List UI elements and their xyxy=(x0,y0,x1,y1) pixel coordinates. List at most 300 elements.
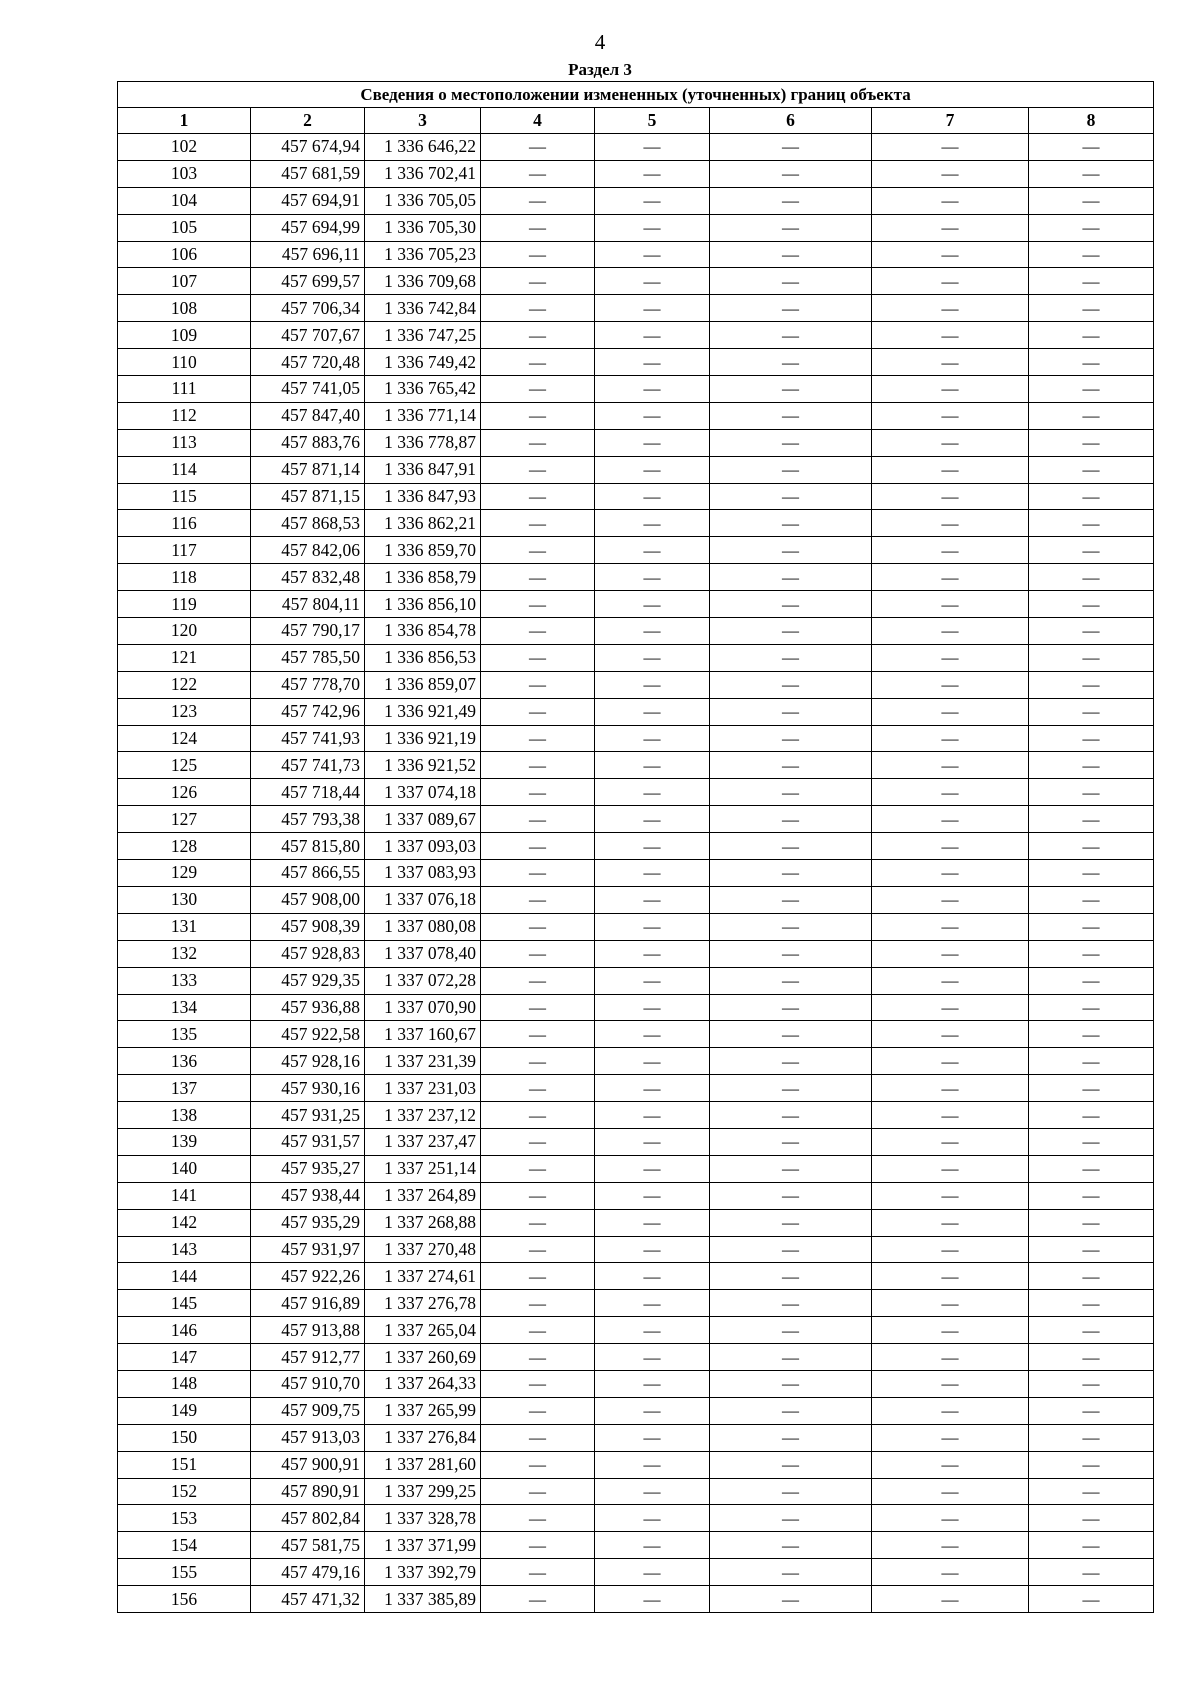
empty-value-cell: — xyxy=(1029,187,1154,214)
empty-value-cell: — xyxy=(872,1182,1029,1209)
empty-value-cell: — xyxy=(595,913,710,940)
empty-value-cell: — xyxy=(1029,806,1154,833)
point-number-cell: 147 xyxy=(118,1344,251,1371)
point-number-cell: 126 xyxy=(118,779,251,806)
y-coordinate-cell: 1 336 856,53 xyxy=(365,644,481,671)
x-coordinate-cell: 457 916,89 xyxy=(251,1290,365,1317)
empty-value-cell: — xyxy=(872,1586,1029,1613)
table-row xyxy=(118,483,1154,510)
y-coordinate-cell: 1 337 231,39 xyxy=(365,1048,481,1075)
empty-value-cell: — xyxy=(872,1102,1029,1129)
empty-value-cell: — xyxy=(1029,671,1154,698)
x-coordinate-cell: 457 785,50 xyxy=(251,644,365,671)
point-number-cell: 105 xyxy=(118,214,251,241)
empty-value-cell: — xyxy=(872,1370,1029,1397)
empty-value-cell: — xyxy=(872,698,1029,725)
empty-value-cell: — xyxy=(710,1236,872,1263)
empty-value-cell: — xyxy=(595,1209,710,1236)
x-coordinate-cell: 457 900,91 xyxy=(251,1451,365,1478)
empty-value-cell: — xyxy=(1029,644,1154,671)
empty-value-cell: — xyxy=(595,1478,710,1505)
table-row xyxy=(118,187,1154,214)
point-number-cell: 133 xyxy=(118,967,251,994)
point-number-cell: 124 xyxy=(118,725,251,752)
point-number-cell: 148 xyxy=(118,1370,251,1397)
empty-value-cell: — xyxy=(595,1532,710,1559)
empty-value-cell: — xyxy=(481,752,595,779)
y-coordinate-cell: 1 337 260,69 xyxy=(365,1344,481,1371)
column-header: 4 xyxy=(481,108,595,134)
empty-value-cell: — xyxy=(1029,940,1154,967)
y-coordinate-cell: 1 337 089,67 xyxy=(365,806,481,833)
empty-value-cell: — xyxy=(710,591,872,618)
empty-value-cell: — xyxy=(481,1344,595,1371)
empty-value-cell: — xyxy=(710,187,872,214)
point-number-cell: 146 xyxy=(118,1317,251,1344)
empty-value-cell: — xyxy=(710,214,872,241)
point-number-cell: 119 xyxy=(118,591,251,618)
point-number-cell: 107 xyxy=(118,268,251,295)
x-coordinate-cell: 457 742,96 xyxy=(251,698,365,725)
empty-value-cell: — xyxy=(710,1128,872,1155)
empty-value-cell: — xyxy=(481,860,595,887)
empty-value-cell: — xyxy=(481,187,595,214)
empty-value-cell: — xyxy=(710,160,872,187)
empty-value-cell: — xyxy=(872,940,1029,967)
y-coordinate-cell: 1 336 859,70 xyxy=(365,537,481,564)
y-coordinate-cell: 1 337 237,47 xyxy=(365,1128,481,1155)
empty-value-cell: — xyxy=(1029,779,1154,806)
empty-value-cell: — xyxy=(595,860,710,887)
empty-value-cell: — xyxy=(595,1290,710,1317)
empty-value-cell: — xyxy=(481,160,595,187)
point-number-cell: 135 xyxy=(118,1021,251,1048)
y-coordinate-cell: 1 336 705,05 xyxy=(365,187,481,214)
empty-value-cell: — xyxy=(872,429,1029,456)
empty-value-cell: — xyxy=(1029,429,1154,456)
point-number-cell: 117 xyxy=(118,537,251,564)
empty-value-cell: — xyxy=(1029,1102,1154,1129)
point-number-cell: 106 xyxy=(118,241,251,268)
empty-value-cell: — xyxy=(710,1532,872,1559)
empty-value-cell: — xyxy=(481,940,595,967)
empty-value-cell: — xyxy=(872,1505,1029,1532)
empty-value-cell: — xyxy=(1029,160,1154,187)
point-number-cell: 116 xyxy=(118,510,251,537)
empty-value-cell: — xyxy=(1029,1182,1154,1209)
empty-value-cell: — xyxy=(595,1586,710,1613)
table-row xyxy=(118,134,1154,161)
point-number-cell: 103 xyxy=(118,160,251,187)
point-number-cell: 153 xyxy=(118,1505,251,1532)
empty-value-cell: — xyxy=(595,644,710,671)
empty-value-cell: — xyxy=(872,725,1029,752)
point-number-cell: 141 xyxy=(118,1182,251,1209)
y-coordinate-cell: 1 336 747,25 xyxy=(365,322,481,349)
empty-value-cell: — xyxy=(710,860,872,887)
y-coordinate-cell: 1 337 268,88 xyxy=(365,1209,481,1236)
x-coordinate-cell: 457 883,76 xyxy=(251,429,365,456)
empty-value-cell: — xyxy=(710,1505,872,1532)
empty-value-cell: — xyxy=(710,510,872,537)
empty-value-cell: — xyxy=(1029,1532,1154,1559)
x-coordinate-cell: 457 694,91 xyxy=(251,187,365,214)
empty-value-cell: — xyxy=(710,1424,872,1451)
point-number-cell: 154 xyxy=(118,1532,251,1559)
empty-value-cell: — xyxy=(710,671,872,698)
table-row xyxy=(118,1155,1154,1182)
column-header: 3 xyxy=(365,108,481,134)
empty-value-cell: — xyxy=(872,752,1029,779)
point-number-cell: 137 xyxy=(118,1075,251,1102)
empty-value-cell: — xyxy=(595,510,710,537)
empty-value-cell: — xyxy=(595,349,710,376)
empty-value-cell: — xyxy=(710,1155,872,1182)
table-row xyxy=(118,349,1154,376)
empty-value-cell: — xyxy=(481,1182,595,1209)
empty-value-cell: — xyxy=(710,268,872,295)
point-number-cell: 129 xyxy=(118,860,251,887)
x-coordinate-cell: 457 938,44 xyxy=(251,1182,365,1209)
x-coordinate-cell: 457 674,94 xyxy=(251,134,365,161)
x-coordinate-cell: 457 699,57 xyxy=(251,268,365,295)
empty-value-cell: — xyxy=(595,698,710,725)
table-row xyxy=(118,1478,1154,1505)
table-row xyxy=(118,1424,1154,1451)
x-coordinate-cell: 457 913,88 xyxy=(251,1317,365,1344)
empty-value-cell: — xyxy=(481,1075,595,1102)
empty-value-cell: — xyxy=(595,1317,710,1344)
empty-value-cell: — xyxy=(872,376,1029,403)
table-row xyxy=(118,1559,1154,1586)
table-row xyxy=(118,510,1154,537)
y-coordinate-cell: 1 336 646,22 xyxy=(365,134,481,161)
empty-value-cell: — xyxy=(595,187,710,214)
point-number-cell: 134 xyxy=(118,994,251,1021)
empty-value-cell: — xyxy=(710,994,872,1021)
empty-value-cell: — xyxy=(872,671,1029,698)
table-body xyxy=(118,134,1154,1613)
y-coordinate-cell: 1 337 299,25 xyxy=(365,1478,481,1505)
point-number-cell: 155 xyxy=(118,1559,251,1586)
empty-value-cell: — xyxy=(595,1397,710,1424)
x-coordinate-cell: 457 471,32 xyxy=(251,1586,365,1613)
empty-value-cell: — xyxy=(872,1532,1029,1559)
empty-value-cell: — xyxy=(872,1263,1029,1290)
table-row xyxy=(118,1397,1154,1424)
empty-value-cell: — xyxy=(872,187,1029,214)
empty-value-cell: — xyxy=(710,295,872,322)
boundary-coordinates-table xyxy=(117,81,1154,1613)
point-number-cell: 142 xyxy=(118,1209,251,1236)
y-coordinate-cell: 1 336 858,79 xyxy=(365,564,481,591)
table-row xyxy=(118,1209,1154,1236)
empty-value-cell: — xyxy=(710,967,872,994)
empty-value-cell: — xyxy=(710,833,872,860)
empty-value-cell: — xyxy=(1029,456,1154,483)
empty-value-cell: — xyxy=(1029,295,1154,322)
y-coordinate-cell: 1 336 847,93 xyxy=(365,483,481,510)
empty-value-cell: — xyxy=(872,1155,1029,1182)
point-number-cell: 118 xyxy=(118,564,251,591)
point-number-cell: 149 xyxy=(118,1397,251,1424)
x-coordinate-cell: 457 931,97 xyxy=(251,1236,365,1263)
empty-value-cell: — xyxy=(595,295,710,322)
empty-value-cell: — xyxy=(481,886,595,913)
table-row xyxy=(118,1344,1154,1371)
table-row xyxy=(118,1451,1154,1478)
x-coordinate-cell: 457 790,17 xyxy=(251,618,365,645)
empty-value-cell: — xyxy=(481,295,595,322)
empty-value-cell: — xyxy=(710,1102,872,1129)
y-coordinate-cell: 1 337 160,67 xyxy=(365,1021,481,1048)
empty-value-cell: — xyxy=(595,537,710,564)
empty-value-cell: — xyxy=(595,402,710,429)
empty-value-cell: — xyxy=(1029,1505,1154,1532)
empty-value-cell: — xyxy=(481,322,595,349)
empty-value-cell: — xyxy=(481,618,595,645)
empty-value-cell: — xyxy=(595,752,710,779)
x-coordinate-cell: 457 832,48 xyxy=(251,564,365,591)
y-coordinate-cell: 1 337 078,40 xyxy=(365,940,481,967)
empty-value-cell: — xyxy=(595,994,710,1021)
y-coordinate-cell: 1 336 921,49 xyxy=(365,698,481,725)
y-coordinate-cell: 1 336 705,23 xyxy=(365,241,481,268)
empty-value-cell: — xyxy=(872,349,1029,376)
empty-value-cell: — xyxy=(595,268,710,295)
table-row xyxy=(118,644,1154,671)
empty-value-cell: — xyxy=(481,1102,595,1129)
x-coordinate-cell: 457 720,48 xyxy=(251,349,365,376)
x-coordinate-cell: 457 928,83 xyxy=(251,940,365,967)
empty-value-cell: — xyxy=(481,913,595,940)
point-number-cell: 150 xyxy=(118,1424,251,1451)
empty-value-cell: — xyxy=(872,160,1029,187)
empty-value-cell: — xyxy=(481,1586,595,1613)
y-coordinate-cell: 1 337 274,61 xyxy=(365,1263,481,1290)
empty-value-cell: — xyxy=(710,1478,872,1505)
x-coordinate-cell: 457 912,77 xyxy=(251,1344,365,1371)
empty-value-cell: — xyxy=(595,1559,710,1586)
table-row xyxy=(118,1263,1154,1290)
empty-value-cell: — xyxy=(595,214,710,241)
x-coordinate-cell: 457 696,11 xyxy=(251,241,365,268)
empty-value-cell: — xyxy=(595,779,710,806)
table-row xyxy=(118,1532,1154,1559)
table-row xyxy=(118,1021,1154,1048)
empty-value-cell: — xyxy=(481,1021,595,1048)
empty-value-cell: — xyxy=(481,1048,595,1075)
empty-value-cell: — xyxy=(595,618,710,645)
empty-value-cell: — xyxy=(1029,1424,1154,1451)
x-coordinate-cell: 457 871,14 xyxy=(251,456,365,483)
table-row xyxy=(118,1317,1154,1344)
empty-value-cell: — xyxy=(710,537,872,564)
x-coordinate-cell: 457 913,03 xyxy=(251,1424,365,1451)
empty-value-cell: — xyxy=(872,913,1029,940)
point-number-cell: 127 xyxy=(118,806,251,833)
point-number-cell: 121 xyxy=(118,644,251,671)
x-coordinate-cell: 457 908,39 xyxy=(251,913,365,940)
table-row xyxy=(118,618,1154,645)
empty-value-cell: — xyxy=(1029,1263,1154,1290)
table-row xyxy=(118,322,1154,349)
empty-value-cell: — xyxy=(481,134,595,161)
empty-value-cell: — xyxy=(710,564,872,591)
empty-value-cell: — xyxy=(595,241,710,268)
y-coordinate-cell: 1 337 385,89 xyxy=(365,1586,481,1613)
empty-value-cell: — xyxy=(595,1102,710,1129)
empty-value-cell: — xyxy=(872,1048,1029,1075)
empty-value-cell: — xyxy=(595,1344,710,1371)
empty-value-cell: — xyxy=(710,456,872,483)
empty-value-cell: — xyxy=(710,322,872,349)
empty-value-cell: — xyxy=(481,537,595,564)
empty-value-cell: — xyxy=(481,429,595,456)
empty-value-cell: — xyxy=(710,1344,872,1371)
empty-value-cell: — xyxy=(872,268,1029,295)
empty-value-cell: — xyxy=(595,1048,710,1075)
empty-value-cell: — xyxy=(1029,1559,1154,1586)
table-row xyxy=(118,967,1154,994)
empty-value-cell: — xyxy=(872,1559,1029,1586)
empty-value-cell: — xyxy=(595,376,710,403)
table-row xyxy=(118,940,1154,967)
y-coordinate-cell: 1 336 765,42 xyxy=(365,376,481,403)
table-row xyxy=(118,833,1154,860)
empty-value-cell: — xyxy=(872,618,1029,645)
x-coordinate-cell: 457 479,16 xyxy=(251,1559,365,1586)
empty-value-cell: — xyxy=(1029,1128,1154,1155)
point-number-cell: 144 xyxy=(118,1263,251,1290)
y-coordinate-cell: 1 337 392,79 xyxy=(365,1559,481,1586)
empty-value-cell: — xyxy=(481,1317,595,1344)
column-header: 7 xyxy=(872,108,1029,134)
table-row xyxy=(118,214,1154,241)
empty-value-cell: — xyxy=(595,1424,710,1451)
empty-value-cell: — xyxy=(872,537,1029,564)
x-coordinate-cell: 457 908,00 xyxy=(251,886,365,913)
table-row xyxy=(118,886,1154,913)
empty-value-cell: — xyxy=(1029,214,1154,241)
empty-value-cell: — xyxy=(1029,241,1154,268)
empty-value-cell: — xyxy=(872,779,1029,806)
empty-value-cell: — xyxy=(595,1155,710,1182)
column-header: 1 xyxy=(118,108,251,134)
table-row xyxy=(118,429,1154,456)
empty-value-cell: — xyxy=(872,322,1029,349)
empty-value-cell: — xyxy=(872,1290,1029,1317)
empty-value-cell: — xyxy=(710,1048,872,1075)
table-row xyxy=(118,860,1154,887)
empty-value-cell: — xyxy=(481,1155,595,1182)
empty-value-cell: — xyxy=(1029,1236,1154,1263)
x-coordinate-cell: 457 847,40 xyxy=(251,402,365,429)
point-number-cell: 113 xyxy=(118,429,251,456)
empty-value-cell: — xyxy=(872,1344,1029,1371)
x-coordinate-cell: 457 842,06 xyxy=(251,537,365,564)
x-coordinate-cell: 457 741,05 xyxy=(251,376,365,403)
empty-value-cell: — xyxy=(481,779,595,806)
empty-value-cell: — xyxy=(595,1451,710,1478)
empty-value-cell: — xyxy=(481,402,595,429)
empty-value-cell: — xyxy=(1029,1317,1154,1344)
empty-value-cell: — xyxy=(1029,564,1154,591)
empty-value-cell: — xyxy=(872,1128,1029,1155)
x-coordinate-cell: 457 909,75 xyxy=(251,1397,365,1424)
table-row xyxy=(118,295,1154,322)
empty-value-cell: — xyxy=(710,913,872,940)
y-coordinate-cell: 1 337 281,60 xyxy=(365,1451,481,1478)
x-coordinate-cell: 457 581,75 xyxy=(251,1532,365,1559)
empty-value-cell: — xyxy=(595,671,710,698)
x-coordinate-cell: 457 931,25 xyxy=(251,1102,365,1129)
empty-value-cell: — xyxy=(710,698,872,725)
section-title: Раздел 3 xyxy=(568,60,632,79)
x-coordinate-cell: 457 707,67 xyxy=(251,322,365,349)
empty-value-cell: — xyxy=(595,806,710,833)
table-row xyxy=(118,698,1154,725)
table-row xyxy=(118,1075,1154,1102)
x-coordinate-cell: 457 868,53 xyxy=(251,510,365,537)
table-row xyxy=(118,806,1154,833)
x-coordinate-cell: 457 936,88 xyxy=(251,994,365,1021)
table-row xyxy=(118,1370,1154,1397)
empty-value-cell: — xyxy=(710,1263,872,1290)
y-coordinate-cell: 1 337 264,89 xyxy=(365,1182,481,1209)
y-coordinate-cell: 1 337 251,14 xyxy=(365,1155,481,1182)
y-coordinate-cell: 1 337 093,03 xyxy=(365,833,481,860)
point-number-cell: 120 xyxy=(118,618,251,645)
empty-value-cell: — xyxy=(595,833,710,860)
x-coordinate-cell: 457 929,35 xyxy=(251,967,365,994)
y-coordinate-cell: 1 337 265,04 xyxy=(365,1317,481,1344)
empty-value-cell: — xyxy=(1029,591,1154,618)
x-coordinate-cell: 457 741,93 xyxy=(251,725,365,752)
table-row xyxy=(118,725,1154,752)
point-number-cell: 115 xyxy=(118,483,251,510)
column-header: 8 xyxy=(1029,108,1154,134)
empty-value-cell: — xyxy=(1029,349,1154,376)
empty-value-cell: — xyxy=(481,1532,595,1559)
empty-value-cell: — xyxy=(1029,1344,1154,1371)
table-row xyxy=(118,913,1154,940)
empty-value-cell: — xyxy=(1029,402,1154,429)
point-number-cell: 130 xyxy=(118,886,251,913)
empty-value-cell: — xyxy=(710,1317,872,1344)
empty-value-cell: — xyxy=(872,806,1029,833)
x-coordinate-cell: 457 871,15 xyxy=(251,483,365,510)
empty-value-cell: — xyxy=(481,564,595,591)
point-number-cell: 110 xyxy=(118,349,251,376)
table-row xyxy=(118,160,1154,187)
empty-value-cell: — xyxy=(872,1451,1029,1478)
empty-value-cell: — xyxy=(1029,134,1154,161)
table-row xyxy=(118,1505,1154,1532)
x-coordinate-cell: 457 935,29 xyxy=(251,1209,365,1236)
empty-value-cell: — xyxy=(1029,1209,1154,1236)
empty-value-cell: — xyxy=(481,1263,595,1290)
empty-value-cell: — xyxy=(710,1021,872,1048)
column-header: 2 xyxy=(251,108,365,134)
empty-value-cell: — xyxy=(710,376,872,403)
empty-value-cell: — xyxy=(595,886,710,913)
y-coordinate-cell: 1 336 847,91 xyxy=(365,456,481,483)
y-coordinate-cell: 1 336 702,41 xyxy=(365,160,481,187)
y-coordinate-cell: 1 337 231,03 xyxy=(365,1075,481,1102)
empty-value-cell: — xyxy=(1029,913,1154,940)
point-number-cell: 114 xyxy=(118,456,251,483)
